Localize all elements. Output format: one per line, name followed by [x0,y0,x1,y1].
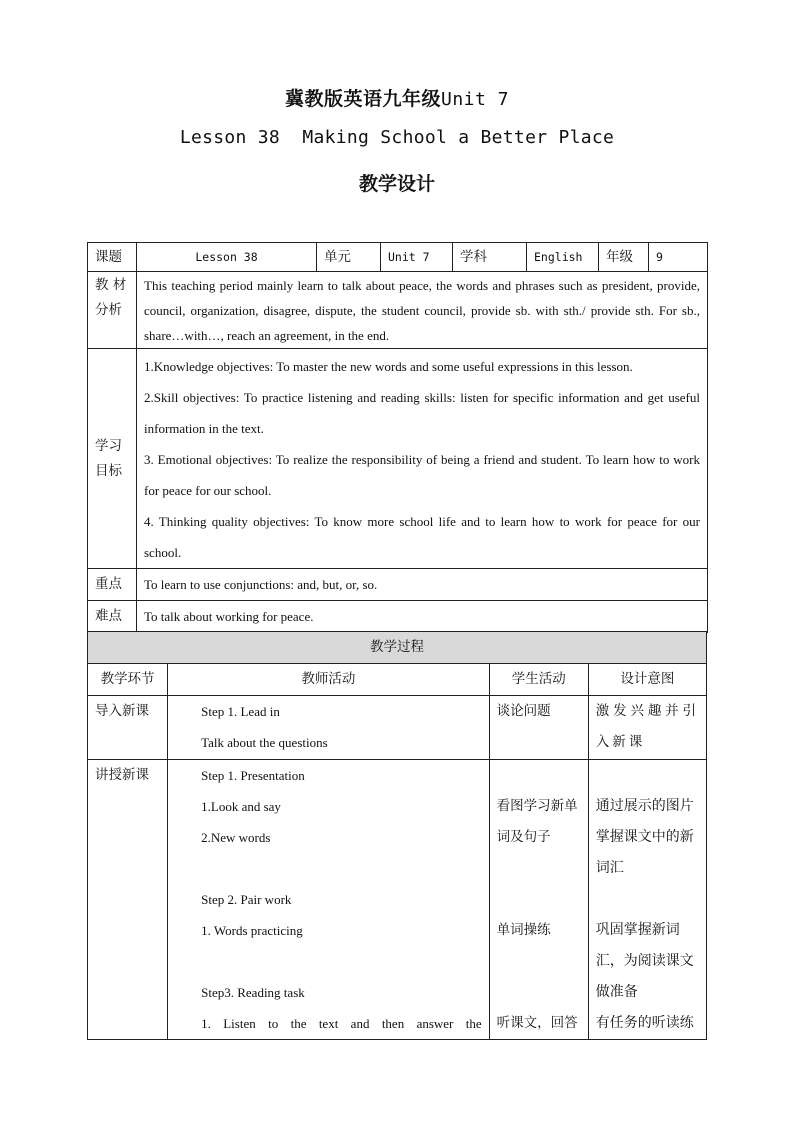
teacher-step3: Step3. Reading task [201,985,305,1000]
spacer [497,884,581,915]
design-title: 教学设计 [358,173,435,195]
header-student: 学生活动 [489,664,588,696]
key-text: To learn to use conjunctions: and, but, or, so. [137,569,708,601]
process-header-row [88,664,707,696]
teacher-intro-step: Step 1. Lead in [201,704,280,719]
objective-4: 4. Thinking quality objectives: To know more school life and to learn how to work for peace for our school. [144,514,700,560]
student-teaching-3: 听课文，回答 [496,1015,578,1031]
grade-label: 年级 [599,243,649,272]
info-row-difficult [88,601,708,633]
key-label: 重点 [88,569,137,601]
objective-3: 3. Emotional objectives: To realize the responsibility of being a friend and student. To learn how to work for peace for our school. [144,452,700,498]
teacher-step2-item1: 1. Words practicing [201,923,303,938]
objectives-label-line1: 学习 [95,437,122,454]
objectives-list [137,349,708,569]
student-teaching [489,760,588,1040]
difficult-text: To talk about working for peace. [137,601,708,633]
process-row-teaching [88,760,707,1040]
stage-intro: 导入新课 [88,696,168,760]
spacer [497,760,581,791]
teacher-intro-desc: Talk about the questions [201,735,328,750]
intent-intro: 激发兴趣并引入新课 [588,696,706,760]
info-table [87,242,708,633]
objective-2: 2.Skill objectives: To practice listening and reading skills: listen for specific information and get useful information in the text. [144,390,700,436]
spacer [201,853,482,884]
teacher-teaching [168,760,490,1040]
difficult-label: 难点 [88,601,137,633]
intent-teaching-1: 通过展示的图片掌握课文中的新词汇 [595,798,694,876]
lesson-title: Lesson 38 Making School a Better Place [179,127,615,148]
teacher-step1-item2: 2.New words [201,830,271,845]
process-section-title: 教学过程 [88,632,707,664]
intent-teaching [588,760,706,1040]
student-teaching-2: 单词操练 [496,922,551,938]
info-row-material [88,272,708,349]
student-teaching-1: 看图学习新单词及句子 [496,798,578,845]
intent-teaching-3: 有任务的听读练 [595,1015,694,1031]
objectives-label [88,349,137,569]
subject-label: 学科 [453,243,527,272]
teacher-intro [168,696,490,760]
teacher-step1: Step 1. Presentation [201,768,305,783]
info-row-topic [88,243,708,272]
title-text: 冀教版英语九年级 [284,88,441,110]
title-unit: Unit 7 [440,89,510,110]
material-label [88,272,137,349]
material-label-line1: 教 材 [95,277,127,293]
subject-value: English [527,243,599,272]
spacer [201,946,482,977]
unit-value: Unit 7 [381,243,453,272]
objectives-label-line2: 目标 [95,462,122,479]
spacer [596,884,699,915]
spacer [596,760,699,791]
unit-label: 单元 [317,243,381,272]
material-text: This teaching period mainly learn to talk about peace, the words and phrases such as president, provide, council, organization, disagree, dispute, the student council, provide sb. with sth./ provide sth. For sb., share…with…, reach an agreement, in the end. [137,272,708,349]
material-label-line2: 分析 [95,302,122,318]
info-row-key [88,569,708,601]
student-intro: 谈论问题 [489,696,588,760]
process-table [87,631,707,1040]
stage-teaching: 讲授新课 [88,760,168,1040]
header-teacher: 教师活动 [168,664,490,696]
document-title [0,84,794,111]
grade-value: 9 [649,243,708,272]
teacher-step3-item1: 1. Listen to the text and then answer the [201,1016,482,1031]
teacher-step2: Step 2. Pair work [201,892,292,907]
info-row-objectives [88,349,708,569]
teacher-step1-item1: 1.Look and say [201,799,281,814]
header-stage: 教学环节 [88,664,168,696]
objective-1: 1.Knowledge objectives: To master the new words and some useful expressions in this lesson. [144,359,633,374]
header-intent: 设计意图 [588,664,706,696]
topic-value: Lesson 38 [137,243,317,272]
intent-teaching-2: 巩固掌握新词汇，为阅读课文做准备 [595,922,694,1000]
topic-label: 课题 [88,243,137,272]
process-row-intro [88,696,707,760]
process-section-row [88,632,707,664]
